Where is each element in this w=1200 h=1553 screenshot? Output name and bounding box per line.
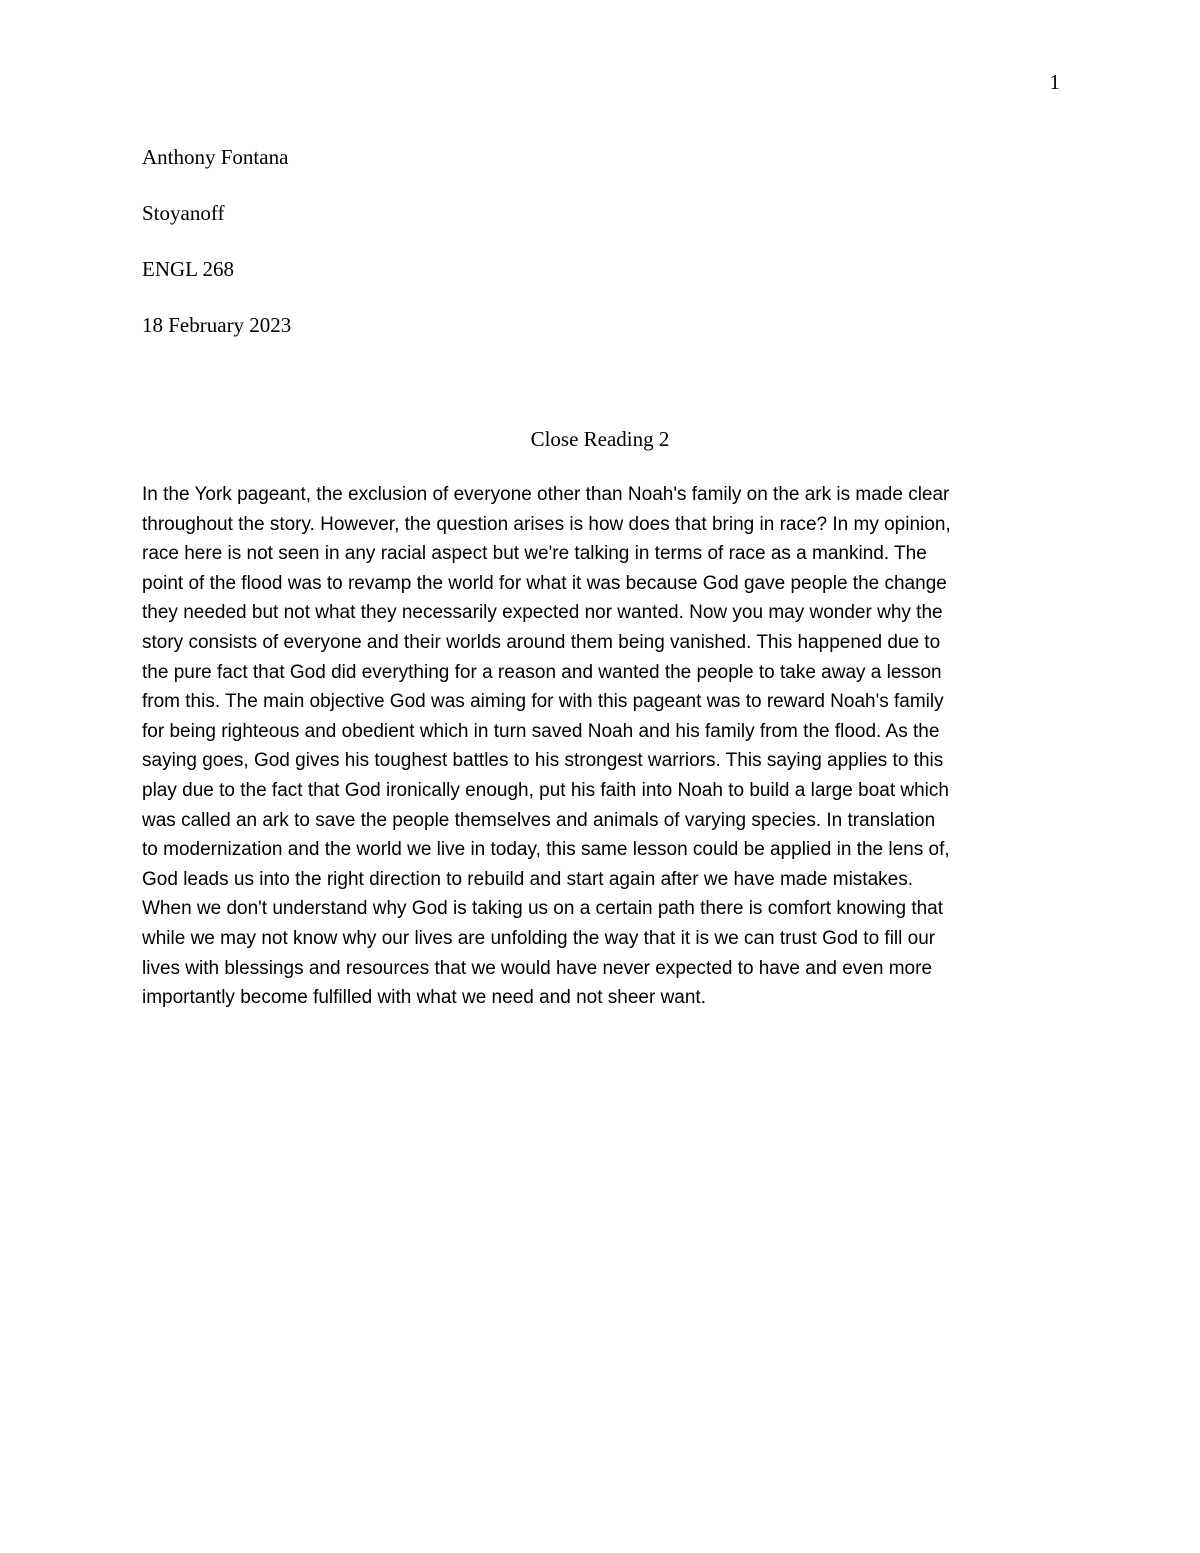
document-date: 18 February 2023 — [142, 313, 292, 337]
body-line: point of the flood was to revamp the world for what it was because God gave people the change — [142, 572, 947, 594]
body-line: they needed but not what they necessarily expected nor wanted. Now you may wonder why the — [142, 602, 943, 624]
body-line: In the York pageant, the exclusion of everyone other than Noah's family on the ark is made clear — [142, 484, 950, 505]
body-line: lives with blessings and resources that we would have never expected to have and even more — [142, 957, 933, 979]
author-name: Anthony Fontana — [142, 145, 289, 169]
body-line: was called an ark to save the people themselves and animals of varying species. In translation — [142, 809, 936, 831]
body-line: saying goes, God gives his toughest battles to his strongest warriors. This saying applies to this — [142, 750, 944, 772]
page-number: 1 — [1049, 70, 1060, 94]
body-paragraph — [142, 480, 1072, 1013]
body-line: the pure fact that God did everything for a reason and wanted the people to take away a lesson — [142, 661, 942, 683]
body-line: race here is not seen in any racial aspect but we're talking in terms of race as a mankind. The — [142, 543, 927, 565]
body-line: throughout the story. However, the question arises is how does that bring in race? In my opinion, — [142, 513, 951, 535]
body-line: for being righteous and obedient which in turn saved Noah and his family from the flood. As the — [142, 720, 940, 742]
body-line: God leads us into the right direction to rebuild and start again after we have made mistakes. — [142, 868, 913, 890]
body-line: play due to the fact that God ironically enough, put his faith into Noah to build a large boat which — [142, 779, 949, 801]
body-line: to modernization and the world we live in today, this same lesson could be applied in the lens of, — [142, 839, 950, 861]
course-code: ENGL 268 — [142, 257, 234, 281]
document-title: Close Reading 2 — [530, 427, 670, 451]
body-line: while we may not know why our lives are unfolding the way that it is we can trust God to fill our — [142, 927, 936, 949]
body-line: story consists of everyone and their worlds around them being vanished. This happened due to — [142, 631, 941, 653]
instructor-name: Stoyanoff — [142, 201, 225, 225]
body-line: importantly become fulfilled with what we need and not sheer want. — [142, 987, 706, 1009]
body-line: When we don't understand why God is taking us on a certain path there is comfort knowing that — [142, 898, 944, 920]
body-line: from this. The main objective God was aiming for with this pageant was to reward Noah's family — [142, 691, 944, 713]
